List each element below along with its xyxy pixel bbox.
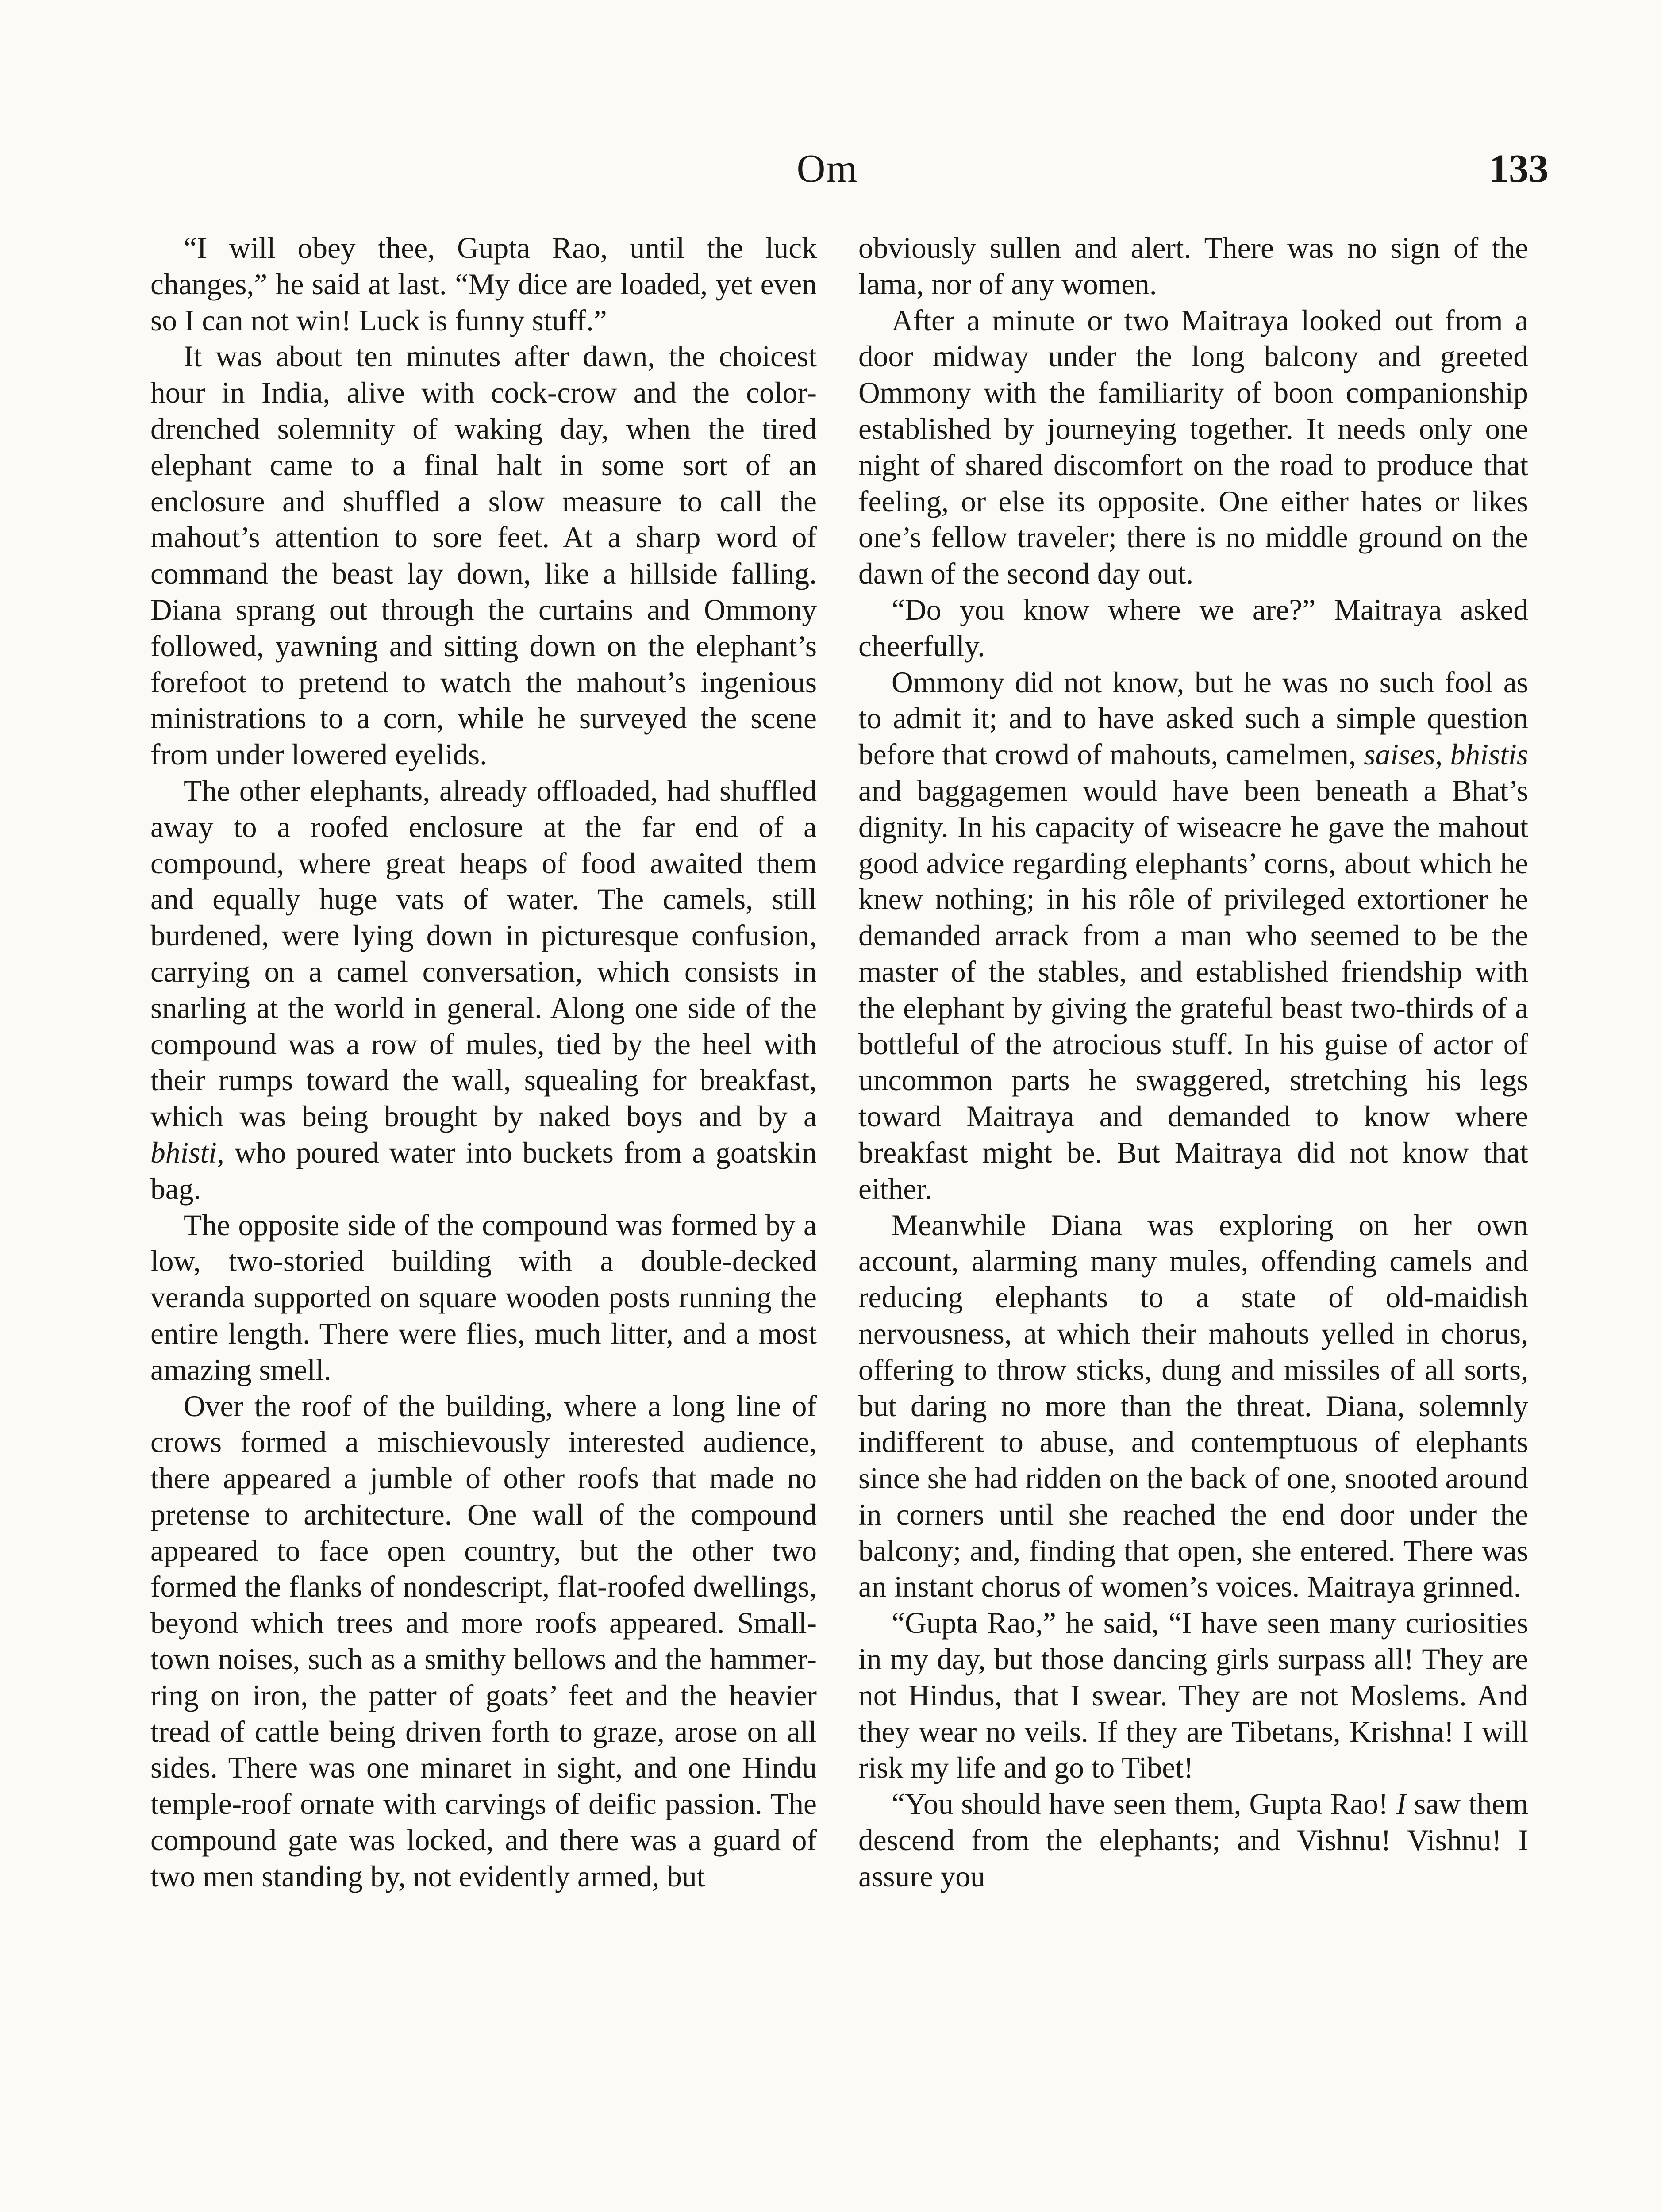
paragraph-text: saw them descend from the elephants; and Vishnu! Vishnu! I assure you bbox=[858, 1787, 1528, 1893]
paragraph: obviously sullen and alert. There was no sign of the lama, nor of any women. bbox=[858, 231, 1528, 301]
paragraph: It was about ten minutes after dawn, the choicest hour in India, alive with cock-crow and the color-drenched solemnity of waking day, when the tired elephant came to a final halt in some sort of an enclosure and shuffled a slow measure to call the mahout’s attention to sore feet. At a sharp word of command the beast lay down, like a hillside falling. Diana sprang out through the curtains and Ommony followed, yawning and sitting down on the elephant’s forefoot to pretend to watch the mahout’s ingenious ministrations to a corn, while he surveyed the scene from under lowered eyelids. bbox=[150, 340, 817, 772]
italic-term: bhistis bbox=[1450, 738, 1528, 772]
paragraph-text: “You should have seen them, Gupta Rao! bbox=[892, 1787, 1396, 1821]
paragraph bbox=[150, 773, 817, 1207]
running-title: Om bbox=[796, 147, 858, 191]
italic-term: saises bbox=[1364, 738, 1435, 772]
paragraph: “Gupta Rao,” he said, “I have seen many curiosities in my day, but those dancing girls surpass all! They are not Hindus, that I swear. They are not Moslems. And they wear no veils. If they are Tibetans, Krishna! I will risk my life and go to Tibet! bbox=[858, 1606, 1528, 1785]
paragraph bbox=[858, 664, 1528, 1207]
paragraph: “Do you know where we are?” Maitraya asked cheerfully. bbox=[858, 593, 1528, 663]
running-head bbox=[0, 146, 1661, 199]
paragraph: “I will obey thee, Gupta Rao, until the luck changes,” he said at last. “My dice are loaded, yet even so I can not win! Luck is funny stuff.” bbox=[150, 231, 817, 337]
paragraph: After a minute or two Maitraya looked out from a door midway under the long balcony and greeted Ommony with the familiarity of boon companionship established by journeying together. It needs only one night of shared discomfort on the road to produce that feeling, or else its opposite. One either hates or likes one’s fellow traveler; there is no middle ground on the dawn of the second day out. bbox=[858, 303, 1528, 591]
right-text-column bbox=[858, 230, 1528, 2212]
paragraph-text: , bbox=[1435, 738, 1450, 772]
italic-term: bhisti bbox=[150, 1136, 217, 1169]
paragraph: Meanwhile Diana was exploring on her own account, alarming many mules, offending camels and reducing elephants to a state of old-maidish nervousness, at which their mahouts yelled in chorus, offering to throw sticks, dung and missiles of all sorts, but daring no more than the threat. Diana, solemnly indifferent to abuse, and contemptuous of elephants since she had ridden on the back of one, snooted around in corners until she reached the end door under the balcony; and, finding that open, she entered. There was an instant chorus of women’s voices. Maitraya grinned. bbox=[858, 1208, 1528, 1604]
left-text-column bbox=[150, 230, 817, 2212]
page-number: 133 bbox=[1489, 147, 1549, 191]
paragraph-text: Ommony did not know, but he was no such fool as to admit it; and to have asked such a simple question before that crowd of mahouts, camelmen, bbox=[858, 665, 1528, 772]
paragraph-text: The other elephants, already offloaded, had shuffled away to a roofed enclosure at the far end of a compound, where great heaps of food awaited them and equally huge vats of water. The camels, still burdened, were lying down in picturesque confusion, carrying on a camel conversation, which consists in snarling at the world in general. Along one side of the compound was a row of mules, tied by the heel with their rumps toward the wall, squealing for breakfast, which was being brought by naked boys and by a bbox=[150, 774, 817, 1133]
italic-term: I bbox=[1396, 1787, 1407, 1821]
paragraph-text: and baggagemen would have been beneath a Bhat’s dignity. In his capacity of wiseacre he gave the mahout good advice regarding elephants’ corns, about which he knew nothing; in his rôle of privileged extortioner he demanded arrack from a man who seemed to be the master of the stables, and established friendship with the elephant by giving the grateful beast two-thirds of a bottleful of the atrocious stuff. In his guise of actor of uncommon parts he swaggered, stretching his legs toward Maitraya and demanded to know where breakfast might be. But Maitraya did not know that either. bbox=[858, 774, 1528, 1206]
paragraph bbox=[858, 1786, 1528, 1894]
paragraph: Over the roof of the building, where a long line of crows formed a mischievously interested audience, there appeared a jumble of other roofs that made no pretense to architecture. One wall of the compound appeared to face open country, but the other two formed the flanks of nondescript, flat-roofed dwellings, beyond which trees and more roofs appeared. Small-town noises, such as a smithy bellows and the hammer-ring on iron, the patter of goats’ feet and the heavier tread of cattle being driven forth to graze, arose on all sides. There was one minaret in sight, and one Hindu temple-roof ornate with carvings of deific passion. The compound gate was locked, and there was a guard of two men standing by, not evidently armed, but bbox=[150, 1389, 817, 1893]
paragraph-text: , who poured water into buckets from a goatskin bag. bbox=[150, 1136, 817, 1206]
paragraph: The opposite side of the compound was formed by a low, two-storied building with a double-decked veranda supported on square wooden posts running the entire length. There were flies, much litter, and a most amazing smell. bbox=[150, 1208, 817, 1386]
